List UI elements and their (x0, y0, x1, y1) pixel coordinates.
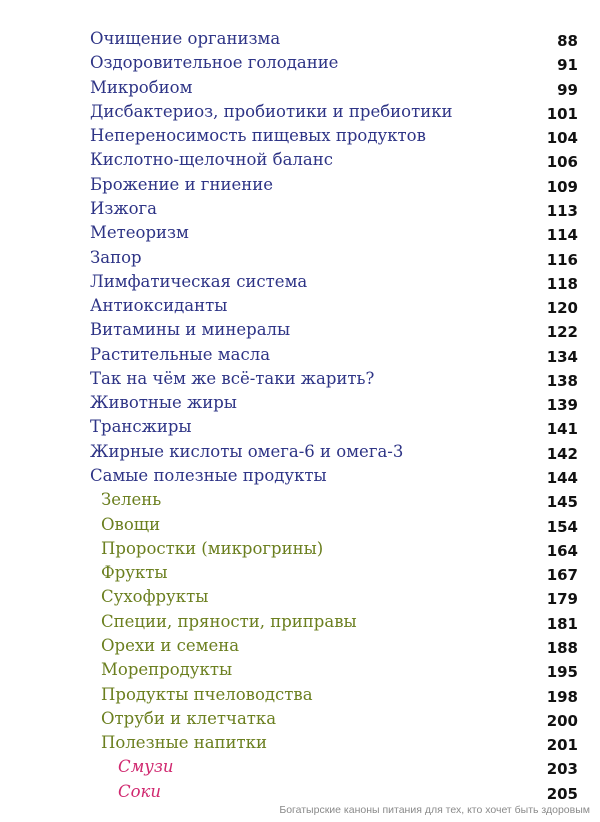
toc-entry-page-number: 114 (546, 226, 578, 245)
toc-entry-title: Продукты пчеловодства (101, 684, 313, 704)
toc-entry (0, 513, 600, 537)
toc-entry (0, 731, 600, 755)
toc-entry-page-number: 179 (546, 590, 578, 609)
toc-entry-page-number: 181 (546, 614, 578, 633)
toc-entry-title: Антиоксиданты (90, 296, 228, 316)
toc-entry-page-number: 201 (546, 736, 578, 755)
toc-entry-title: Сухофрукты (101, 587, 209, 607)
toc-entry-title: Дисбактериоз, пробиотики и пребиотики (90, 101, 453, 121)
toc-entry-page-number: 142 (546, 444, 578, 463)
toc-entry-page-number: 200 (546, 711, 578, 730)
toc-entry-page-number: 101 (546, 104, 578, 123)
toc-entry-page-number: 113 (546, 201, 578, 220)
toc-entry-page-number: 167 (546, 566, 578, 585)
toc-entry (0, 246, 600, 270)
toc-entry-title: Оздоровительное голодание (90, 53, 339, 73)
toc-entry (0, 51, 600, 75)
toc-entry (0, 270, 600, 294)
toc-entry-page-number: 139 (546, 396, 578, 415)
toc-entry-title: Фрукты (101, 563, 168, 583)
toc-entry-title: Отруби и клетчатка (101, 708, 277, 728)
toc-entry (0, 440, 600, 464)
toc-entry-title: Морепродукты (101, 660, 233, 680)
toc-entry-title: Витамины и минералы (90, 320, 291, 340)
toc-entry (0, 294, 600, 318)
toc-entry (0, 415, 600, 439)
toc-entry-page-number: 145 (546, 493, 578, 512)
toc-entry-title: Животные жиры (90, 393, 237, 413)
toc-entry-title: Метеоризм (90, 223, 189, 243)
toc-entry-title: Брожение и гниение (90, 174, 273, 194)
toc-entry-page-number: 99 (557, 80, 578, 99)
toc-entry-page-number: 138 (546, 371, 578, 390)
toc-entry-title: Специи, пряности, приправы (101, 611, 357, 631)
toc-entry-page-number: 144 (546, 469, 578, 488)
toc-entry (0, 197, 600, 221)
toc-entry-title: Микробиом (90, 77, 193, 97)
toc-entry-page-number: 203 (546, 760, 578, 779)
toc-entry-page-number: 205 (546, 784, 578, 803)
toc-entry-title: Изжога (90, 198, 157, 218)
toc-entry-title: Самые полезные продукты (90, 466, 327, 486)
toc-entry-title: Овощи (101, 514, 161, 534)
toc-entry-title: Жирные кислоты омега-6 и омега-3 (90, 441, 404, 461)
toc-entry-page-number: 109 (546, 177, 578, 196)
toc-entry-page-number: 134 (546, 347, 578, 366)
toc-entry-title: Кислотно-щелочной баланс (90, 150, 333, 170)
toc-entry-title: Растительные масла (90, 344, 271, 364)
toc-entry (0, 658, 600, 682)
toc-entry-page-number: 122 (546, 323, 578, 342)
toc-entry-page-number: 104 (546, 129, 578, 148)
toc-entry (0, 561, 600, 585)
toc-entry-title: Очищение организма (90, 29, 281, 48)
toc-entry (0, 464, 600, 488)
toc-entry-page-number: 116 (546, 250, 578, 269)
toc-entry (0, 610, 600, 634)
toc-entry (0, 367, 600, 391)
toc-entry-title: Полезные напитки (101, 733, 267, 753)
toc-entry (0, 537, 600, 561)
toc-entry (0, 100, 600, 124)
toc-entry (0, 755, 600, 779)
toc-entry-page-number: 154 (546, 517, 578, 536)
toc-entry (0, 221, 600, 245)
toc-entry (0, 124, 600, 148)
toc-entry-page-number: 118 (546, 274, 578, 293)
toc-entry-title: Трансжиры (90, 417, 192, 437)
toc-entry (0, 76, 600, 100)
toc-entry (0, 148, 600, 172)
toc-entry-page-number: 188 (546, 639, 578, 657)
toc-entry (0, 318, 600, 342)
toc-entry-page-number: 106 (546, 153, 578, 172)
page-footer: Богатырские каноны питания для тех, кто хочет быть здоровым (279, 804, 590, 816)
toc-entry (0, 683, 600, 707)
toc-entry (0, 173, 600, 197)
toc-entry-title: Проростки (микрогрины) (101, 538, 324, 558)
toc-entry (0, 488, 600, 512)
toc-entry-page-number: 120 (546, 299, 578, 318)
toc-entry-title: Запор (90, 247, 142, 267)
toc-entry-title: Лимфатическая система (90, 271, 308, 291)
toc-entry-page-number: 141 (546, 420, 578, 439)
toc-entry-page-number: 195 (546, 663, 578, 682)
toc-entry-title: Зелень (101, 490, 162, 510)
toc-entry-page-number: 91 (557, 56, 578, 75)
toc-entry-title: Орехи и семена (101, 636, 240, 655)
toc-entry-title: Непереносимость пищевых продуктов (90, 126, 426, 146)
toc-entry (0, 343, 600, 367)
toc-entry (0, 780, 600, 804)
toc-entry-title: Соки (118, 781, 162, 801)
toc-entry (0, 634, 600, 658)
toc-entry (0, 585, 600, 609)
toc-entry-page-number: 198 (546, 687, 578, 706)
toc-entry-title: Так на чём же всё-таки жарить? (90, 368, 375, 388)
toc-entry (0, 391, 600, 415)
toc-entry-page-number: 164 (546, 541, 578, 560)
toc-entry-page-number: 88 (557, 32, 578, 50)
toc-entry (0, 707, 600, 731)
toc-entry (0, 27, 600, 51)
toc-entry-title: Смузи (118, 757, 174, 777)
